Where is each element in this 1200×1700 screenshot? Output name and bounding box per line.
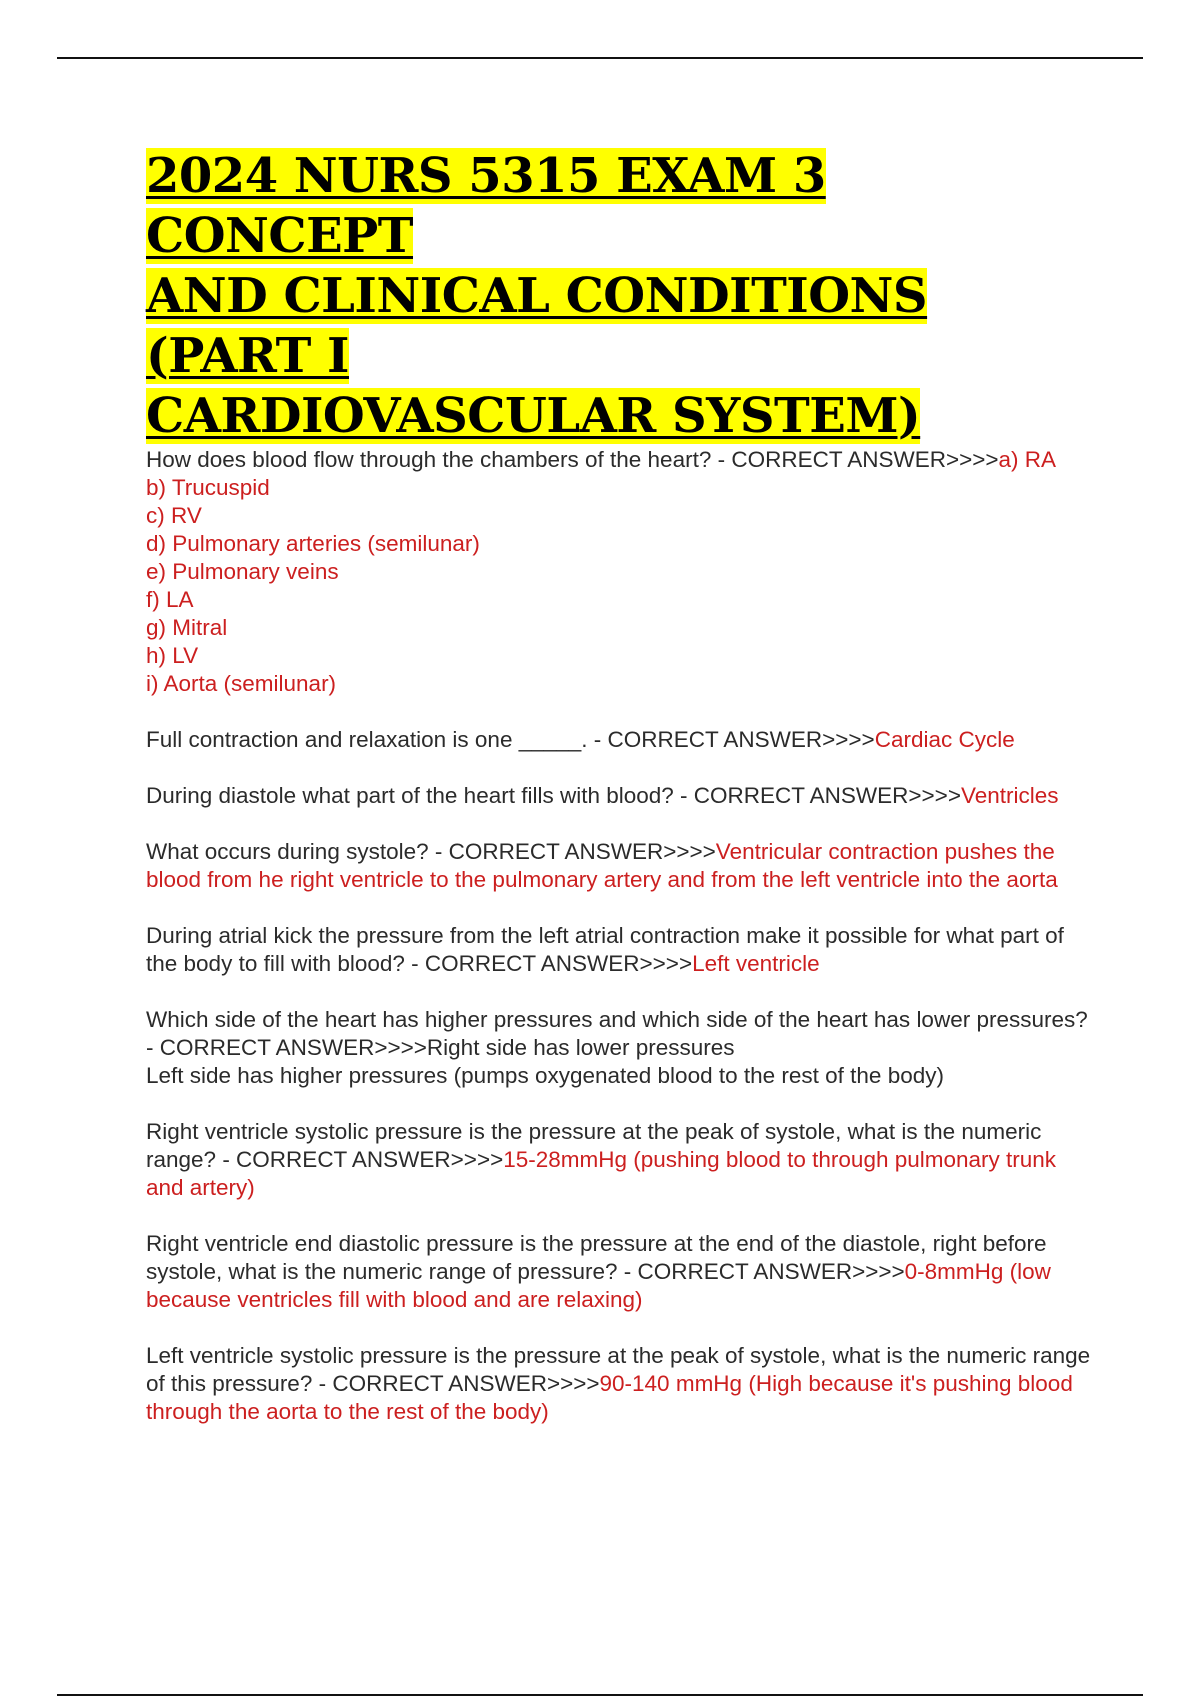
qa-item	[146, 782, 1096, 810]
answer-text: Left side has higher pressures (pumps oxygenated blood to the rest of the body)	[146, 1063, 944, 1088]
question-text: Right ventricle end diastolic pressure is the pressure at the end of the diastole, right before systole, what is the numeric range of pressure?	[146, 1231, 1047, 1284]
qa-item	[146, 1118, 1096, 1202]
answer-marker: - CORRECT ANSWER>>>>	[216, 1147, 504, 1172]
qa-item	[146, 726, 1096, 754]
question-text: During diastole what part of the heart fills with blood?	[146, 783, 674, 808]
question-text: What occurs during systole?	[146, 839, 429, 864]
answer-text: 15-28mmHg (pushing blood to through pulmonary trunk and artery)	[146, 1147, 1057, 1200]
answer-text: i) Aorta (semilunar)	[146, 671, 337, 696]
answer-text: 90-140 mmHg (High because it's pushing blood through the aorta to the rest of the body)	[146, 1371, 1073, 1424]
title-line-1: 2024 NURS 5315 EXAM 3 CONCEPT	[146, 148, 826, 264]
qa-item	[146, 838, 1096, 894]
answer-text: c) RV	[146, 503, 202, 528]
bottom-rule	[57, 1694, 1143, 1696]
document-body	[146, 146, 1096, 1454]
top-rule	[57, 57, 1143, 59]
answer-text: Ventricles	[960, 783, 1059, 808]
document-title	[146, 146, 1096, 446]
answer-marker: - CORRECT ANSWER>>>>	[146, 1035, 427, 1060]
answer-text: e) Pulmonary veins	[146, 559, 339, 584]
answer-marker: - CORRECT ANSWER>>>>	[617, 1259, 905, 1284]
title-line-2: AND CLINICAL CONDITIONS (PART I	[146, 268, 928, 384]
answer-text: a) RA	[998, 447, 1057, 472]
answer-text: d) Pulmonary arteries (semilunar)	[146, 531, 480, 556]
answer-marker: - CORRECT ANSWER>>>>	[312, 1371, 600, 1396]
title-line-3: CARDIOVASCULAR SYSTEM)	[146, 388, 921, 444]
answer-text: 0-8mmHg (low because ventricles fill with blood and are relaxing)	[146, 1259, 1051, 1312]
qa-item	[146, 1230, 1096, 1314]
answer-text: b) Trucuspid	[146, 475, 270, 500]
question-text: Right ventricle systolic pressure is the pressure at the peak of systole, what is the numeric range?	[146, 1119, 1042, 1172]
answer-text: Cardiac Cycle	[874, 727, 1015, 752]
question-text: How does blood flow through the chambers of the heart?	[146, 447, 712, 472]
answer-text: g) Mitral	[146, 615, 228, 640]
question-text: Left ventricle systolic pressure is the pressure at the peak of systole, what is the numeric range of this pressure?	[146, 1343, 1091, 1396]
answer-marker: - CORRECT ANSWER>>>>	[404, 951, 693, 976]
question-text: Which side of the heart has higher pressures and which side of the heart has lower pressures?	[146, 1007, 1088, 1032]
qa-item	[146, 922, 1096, 978]
answer-marker: - CORRECT ANSWER>>>>	[711, 447, 999, 472]
question-text: Full contraction and relaxation is one _____.	[146, 727, 588, 752]
answer-marker: - CORRECT ANSWER>>>>	[673, 783, 961, 808]
answer-marker: - CORRECT ANSWER>>>>	[587, 727, 875, 752]
qa-item	[146, 1006, 1096, 1090]
answer-text: Right side has lower pressures	[426, 1035, 735, 1060]
qa-item	[146, 1342, 1096, 1426]
answer-text: f) LA	[146, 587, 194, 612]
answer-text: Ventricular contraction pushes the blood from he right ventricle to the pulmonary artery and from the left ventricle into the aorta	[146, 839, 1058, 892]
answer-text: Left ventricle	[692, 951, 820, 976]
question-text: During atrial kick the pressure from the left atrial contraction make it possible for what part of the body to fill with blood?	[146, 923, 1064, 976]
answer-text: h) LV	[146, 643, 199, 668]
qa-item	[146, 446, 1096, 698]
answer-marker: - CORRECT ANSWER>>>>	[428, 839, 716, 864]
